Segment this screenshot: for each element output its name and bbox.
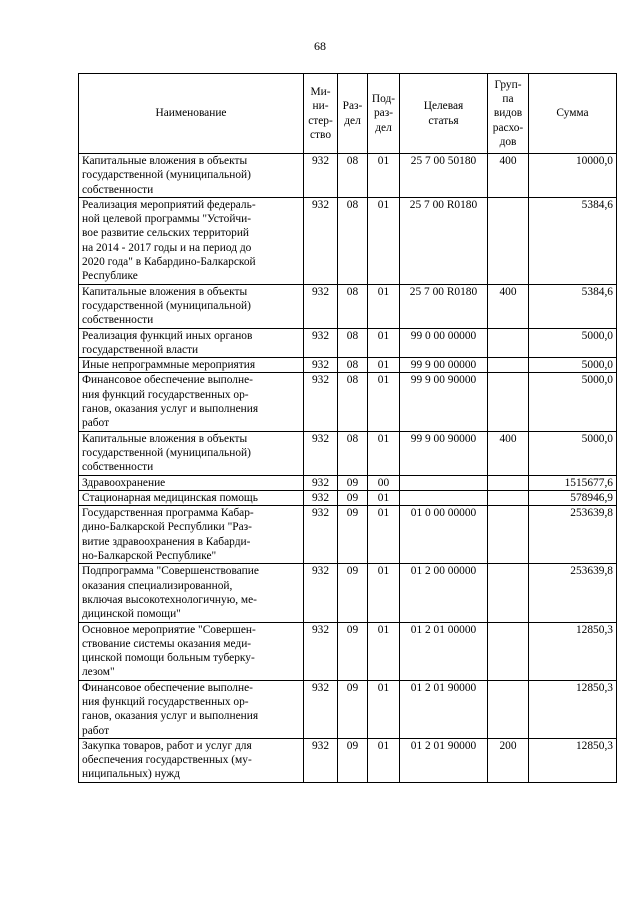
cell-section: 08 [338, 197, 368, 284]
cell-section: 08 [338, 154, 368, 198]
cell-section: 08 [338, 328, 368, 358]
budget-table [78, 73, 617, 783]
cell-name: Финансовое обеспечение выполне- ния функций государственных ор- ганов, оказания услуг и выполнения работ [79, 680, 304, 738]
cell-target-article: 25 7 00 R0180 [400, 197, 488, 284]
cell-subsection: 01 [368, 680, 400, 738]
cell-subsection: 01 [368, 431, 400, 475]
table-row [79, 564, 617, 622]
cell-section: 09 [338, 738, 368, 782]
cell-ministry: 932 [304, 328, 338, 358]
table-row [79, 373, 617, 431]
cell-subsection: 01 [368, 564, 400, 622]
cell-name: Финансовое обеспечение выполне- ния функций государственных ор- ганов, оказания услуг и выполнения работ [79, 373, 304, 431]
cell-name: Капитальные вложения в объекты государственной (муниципальной) собственности [79, 154, 304, 198]
table-row [79, 431, 617, 475]
cell-subsection: 01 [368, 154, 400, 198]
cell-expense-group [488, 197, 529, 284]
cell-ministry: 932 [304, 154, 338, 198]
cell-ministry: 932 [304, 680, 338, 738]
table-row [79, 154, 617, 198]
cell-amount: 12850,3 [529, 622, 617, 680]
header-ministry: Ми- ни- стер- ство [304, 74, 338, 154]
cell-name: Здравоохранение [79, 475, 304, 490]
header-amount: Сумма [529, 74, 617, 154]
table-row [79, 284, 617, 328]
header-section: Раз- дел [338, 74, 368, 154]
cell-subsection: 01 [368, 358, 400, 373]
cell-ministry: 932 [304, 564, 338, 622]
cell-amount: 5000,0 [529, 358, 617, 373]
cell-section: 08 [338, 373, 368, 431]
cell-ministry: 932 [304, 622, 338, 680]
cell-ministry: 932 [304, 284, 338, 328]
table-row [79, 197, 617, 284]
cell-name: Реализация мероприятий федераль- ной целевой программы "Устойчи- вое развитие сельских территорий на 2014 - 2017 годы и на период до 2020 года" в Кабардино-Балкарской Республике [79, 197, 304, 284]
cell-name: Капитальные вложения в объекты государственной (муниципальной) собственности [79, 431, 304, 475]
table-row [79, 490, 617, 505]
cell-subsection: 01 [368, 328, 400, 358]
cell-expense-group [488, 680, 529, 738]
cell-expense-group [488, 564, 529, 622]
cell-name: Подпрограмма "Совершенствовапие оказания специализированной, включая высокотехнологичную, ме- дицинской помощи" [79, 564, 304, 622]
header-expense-group: Груп- па видов расхо- дов [488, 74, 529, 154]
cell-amount: 578946,9 [529, 490, 617, 505]
cell-amount: 5384,6 [529, 197, 617, 284]
cell-section: 08 [338, 284, 368, 328]
cell-expense-group [488, 358, 529, 373]
cell-name: Государственная программа Кабар- дино-Балкарской Республики "Раз- витие здравоохранения в Кабарди- но-Балкарской Республике" [79, 506, 304, 564]
cell-amount: 12850,3 [529, 680, 617, 738]
cell-section: 09 [338, 490, 368, 505]
cell-expense-group [488, 622, 529, 680]
cell-amount: 5000,0 [529, 373, 617, 431]
cell-expense-group [488, 506, 529, 564]
cell-target-article: 99 9 00 90000 [400, 373, 488, 431]
table-header-row [79, 74, 617, 154]
cell-ministry: 932 [304, 197, 338, 284]
cell-target-article [400, 475, 488, 490]
cell-target-article: 99 9 00 90000 [400, 431, 488, 475]
cell-section: 08 [338, 358, 368, 373]
cell-target-article: 01 2 01 90000 [400, 738, 488, 782]
cell-ministry: 932 [304, 358, 338, 373]
cell-expense-group [488, 475, 529, 490]
cell-amount: 253639,8 [529, 564, 617, 622]
cell-section: 09 [338, 564, 368, 622]
cell-section: 09 [338, 680, 368, 738]
cell-expense-group: 400 [488, 284, 529, 328]
cell-name: Иные непрограммные мероприятия [79, 358, 304, 373]
cell-amount: 10000,0 [529, 154, 617, 198]
cell-ministry: 932 [304, 475, 338, 490]
cell-subsection: 01 [368, 197, 400, 284]
table-row [79, 328, 617, 358]
cell-amount: 5000,0 [529, 431, 617, 475]
header-target-article: Целевая статья [400, 74, 488, 154]
cell-amount: 253639,8 [529, 506, 617, 564]
cell-expense-group: 400 [488, 431, 529, 475]
cell-subsection: 01 [368, 284, 400, 328]
cell-amount: 12850,3 [529, 738, 617, 782]
cell-ministry: 932 [304, 373, 338, 431]
cell-expense-group: 400 [488, 154, 529, 198]
page-number: 68 [314, 39, 326, 53]
cell-subsection: 01 [368, 373, 400, 431]
cell-target-article: 99 9 00 00000 [400, 358, 488, 373]
cell-amount: 5384,6 [529, 284, 617, 328]
cell-target-article: 01 2 01 00000 [400, 622, 488, 680]
cell-section: 09 [338, 475, 368, 490]
cell-subsection: 01 [368, 622, 400, 680]
cell-amount: 5000,0 [529, 328, 617, 358]
table-body [79, 154, 617, 783]
cell-subsection: 00 [368, 475, 400, 490]
cell-target-article: 01 0 00 00000 [400, 506, 488, 564]
cell-section: 09 [338, 506, 368, 564]
table-row [79, 738, 617, 782]
cell-name: Закупка товаров, работ и услуг для обеспечения государственных (му- ниципальных) нужд [79, 738, 304, 782]
cell-section: 08 [338, 431, 368, 475]
cell-expense-group [488, 328, 529, 358]
cell-amount: 1515677,6 [529, 475, 617, 490]
cell-name: Стационарная медицинская помощь [79, 490, 304, 505]
table-row [79, 475, 617, 490]
cell-target-article [400, 490, 488, 505]
cell-name: Основное мероприятие "Совершен- ствование системы оказания меди- цинской помощи больным туберку- лезом" [79, 622, 304, 680]
cell-name: Капитальные вложения в объекты государственной (муниципальной) собственности [79, 284, 304, 328]
cell-expense-group: 200 [488, 738, 529, 782]
cell-target-article: 25 7 00 50180 [400, 154, 488, 198]
cell-name: Реализация функций иных органов государственной власти [79, 328, 304, 358]
cell-expense-group [488, 373, 529, 431]
table-row [79, 506, 617, 564]
cell-target-article: 01 2 00 00000 [400, 564, 488, 622]
cell-subsection: 01 [368, 506, 400, 564]
header-subsection: Под- раз- дел [368, 74, 400, 154]
cell-ministry: 932 [304, 431, 338, 475]
cell-target-article: 25 7 00 R0180 [400, 284, 488, 328]
table-row [79, 358, 617, 373]
cell-section: 09 [338, 622, 368, 680]
table-row [79, 680, 617, 738]
cell-target-article: 01 2 01 90000 [400, 680, 488, 738]
cell-target-article: 99 0 00 00000 [400, 328, 488, 358]
cell-subsection: 01 [368, 738, 400, 782]
cell-expense-group [488, 490, 529, 505]
cell-ministry: 932 [304, 738, 338, 782]
header-name: Наименование [79, 74, 304, 154]
table-row [79, 622, 617, 680]
cell-ministry: 932 [304, 490, 338, 505]
cell-subsection: 01 [368, 490, 400, 505]
cell-ministry: 932 [304, 506, 338, 564]
